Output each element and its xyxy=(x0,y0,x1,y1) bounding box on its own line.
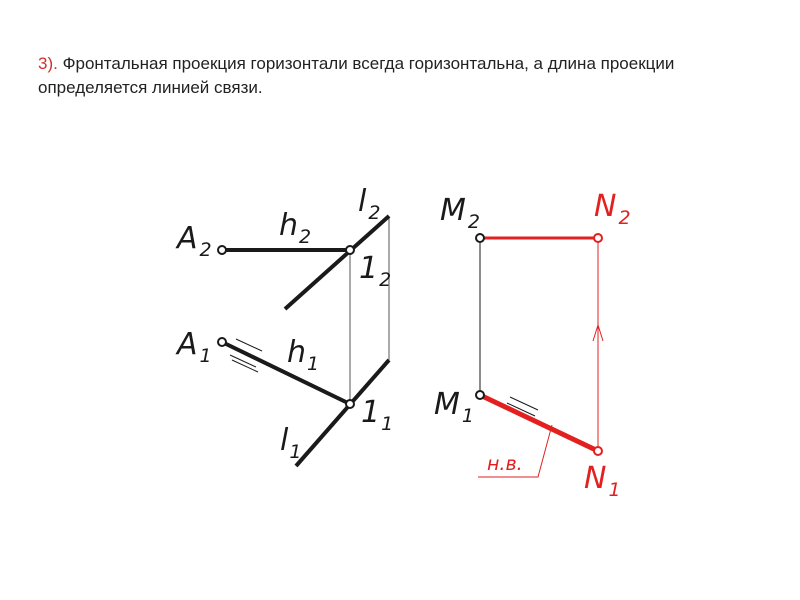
label-h2: h2 xyxy=(279,208,312,248)
label-N2: N 2 xyxy=(594,189,631,229)
label-l2: l 2 xyxy=(358,184,381,224)
point-M2 xyxy=(476,234,484,242)
point-N2 xyxy=(594,234,602,242)
label-A2: A 2 xyxy=(177,221,212,261)
label-N1: N 1 xyxy=(584,461,621,501)
line-h1 xyxy=(222,342,350,404)
label-h1: h1 xyxy=(287,335,320,375)
segment-M1N1 xyxy=(480,395,598,451)
label-A1: A 1 xyxy=(177,327,212,367)
label-true-length: н.в. xyxy=(487,453,523,475)
point-1-1 xyxy=(346,400,354,408)
label-1-1: 11 xyxy=(361,395,394,435)
caption-number: 3). xyxy=(38,54,58,73)
point-A1 xyxy=(218,338,226,346)
true-length-mark-1 xyxy=(510,397,538,410)
label-M1: M 1 xyxy=(434,387,474,427)
point-1-2 xyxy=(346,246,354,254)
label-1-2: 12 xyxy=(359,251,392,291)
point-N1 xyxy=(594,447,602,455)
label-M2: M 2 xyxy=(440,193,480,233)
label-l1: l1 xyxy=(280,423,302,463)
point-M1 xyxy=(476,391,484,399)
caption-text: Фронтальная проекция горизонтали всегда горизонтальна, а длина проекции определяется линией связи. xyxy=(38,54,675,97)
point-A2 xyxy=(218,246,226,254)
